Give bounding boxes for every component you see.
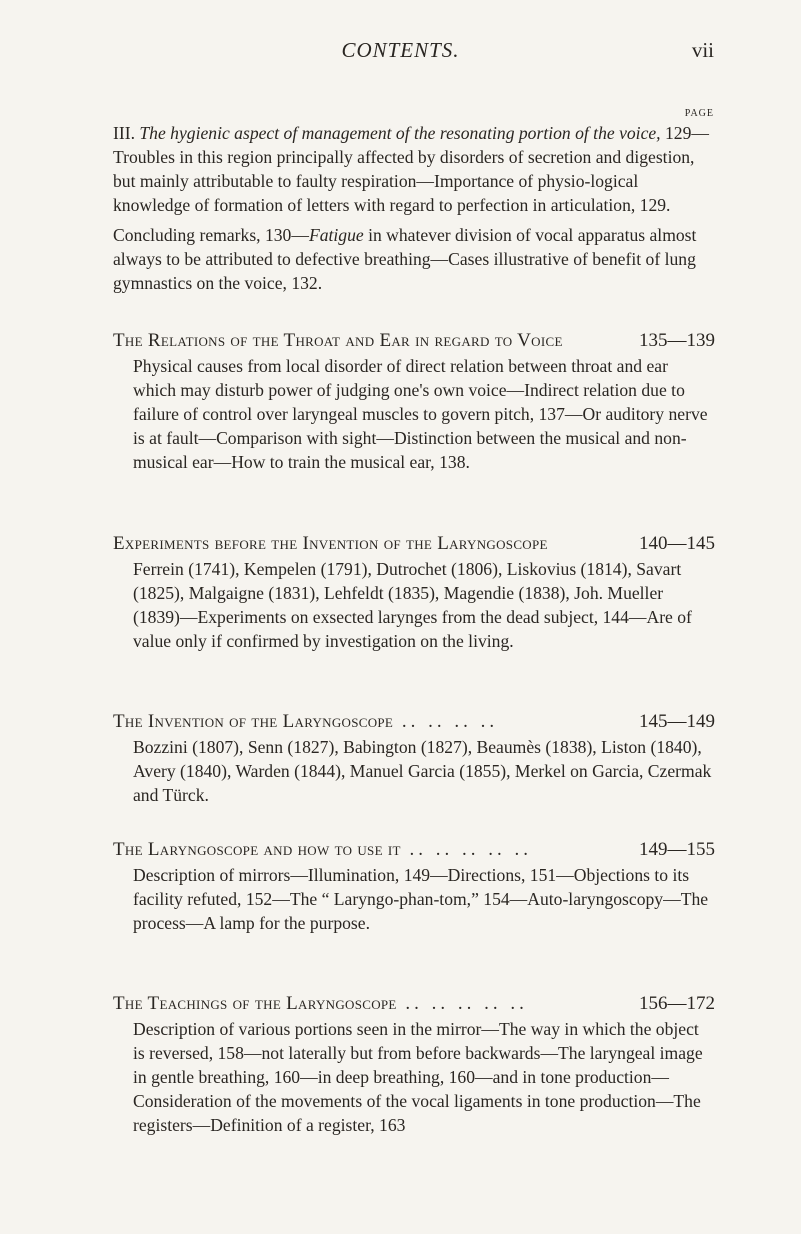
- entry-heading-row: [113, 991, 713, 1017]
- running-head: [0, 38, 801, 68]
- entry-experiments: [113, 531, 713, 653]
- concluding-italic: Fatigue: [308, 225, 364, 245]
- section-body: 129—Troubles in this region principally affected by disorders of secretion and digestion, but mainly attributable to faulty respiration—Importance of physio-logical knowledge of formation of letters with regard to perfection in articulation, 129.: [113, 123, 709, 215]
- page-folio: vii: [691, 38, 714, 62]
- entry-heading-row: [113, 837, 713, 863]
- section-iii: [113, 121, 713, 295]
- entry-teachings: [113, 991, 713, 1137]
- entry-how-to-use: [113, 837, 713, 935]
- concluding-rest: in whatever division of vocal apparatus almost always to be attributed to defective breathing—Cases illustrative of benefit of lung gymnastics on the voice, 132.: [113, 225, 697, 293]
- section-numeral: III.: [113, 123, 135, 143]
- entry-pages: 140—145: [639, 533, 715, 554]
- entry-heading: The Relations of the Throat and Ear in regard to Voice: [113, 330, 563, 351]
- entry-pages: 135—139: [639, 330, 715, 351]
- entry-invention: [113, 709, 713, 807]
- leader-dots: .. .. .. ..: [393, 711, 499, 732]
- entry-text: Description of mirrors—Illumination, 149—Directions, 151—Objections to its facility refuted, 152—The “ Laryngo-phan-tom,” 154—Auto-laryngoscopy—The process—A lamp for the purpose.: [133, 865, 709, 933]
- entry-pages: 149—155: [639, 839, 715, 860]
- leader-dots: .. .. .. .. ..: [396, 993, 528, 1014]
- entry-text: Physical causes from local disorder of direct relation between throat and ear which may disturb power of judging one's own voice—Indirect relation due to failure of control over laryngeal muscles to govern pitch, 137—Or auditory nerve is at fault—Comparison with sight—Distinction between the musical and non-musical ear—How to train the musical ear, 138.: [133, 356, 708, 472]
- entry-pages: 156—172: [639, 993, 715, 1014]
- entry-heading: The Laryngoscope and how to use it: [113, 839, 401, 860]
- entry-text: Ferrein (1741), Kempelen (1791), Dutrochet (1806), Liskovius (1814), Savart (1825), Malgaigne (1831), Lehfeldt (1835), Magendie (1838), Joh. Mueller (1839)—Experiments on exsected larynges from the dead subject, 144—Are of value only if confirmed by investigation on the living.: [133, 559, 692, 651]
- entry-heading: The Teachings of the Laryngoscope: [113, 993, 397, 1014]
- leader-dots: .. .. .. .. ..: [400, 839, 532, 860]
- running-title: CONTENTS.: [341, 38, 460, 62]
- entry-text: Description of various portions seen in the mirror—The way in which the object is reversed, 158—not laterally but from before backwards—The laryngeal image in gentle breathing, 160—in deep breathing, 160—and in tone production—Consideration of the movements of the vocal ligaments in tone production—The registers—Definition of a register, 163: [133, 1019, 703, 1135]
- concluding-remarks: [113, 223, 713, 295]
- entry-heading: The Invention of the Laryngoscope: [113, 711, 394, 732]
- entry-throat-ear: [113, 328, 713, 474]
- section-title: The hygienic aspect of management of the resonating portion of the voice,: [139, 123, 661, 143]
- page-column-label: PAGE: [684, 108, 714, 119]
- entry-text: Bozzini (1807), Senn (1827), Babington (1827), Beaumès (1838), Liston (1840), Avery (1840), Warden (1844), Manuel Garcia (1855), Merkel on Garcia, Czermak and Türck.: [133, 737, 712, 805]
- concluding-lead: Concluding remarks, 130—: [113, 225, 309, 245]
- section-iii-text: [113, 121, 713, 217]
- entry-heading: Experiments before the Invention of the Laryngoscope: [113, 533, 548, 554]
- entry-pages: 145—149: [639, 711, 715, 732]
- entry-heading-row: [113, 709, 713, 735]
